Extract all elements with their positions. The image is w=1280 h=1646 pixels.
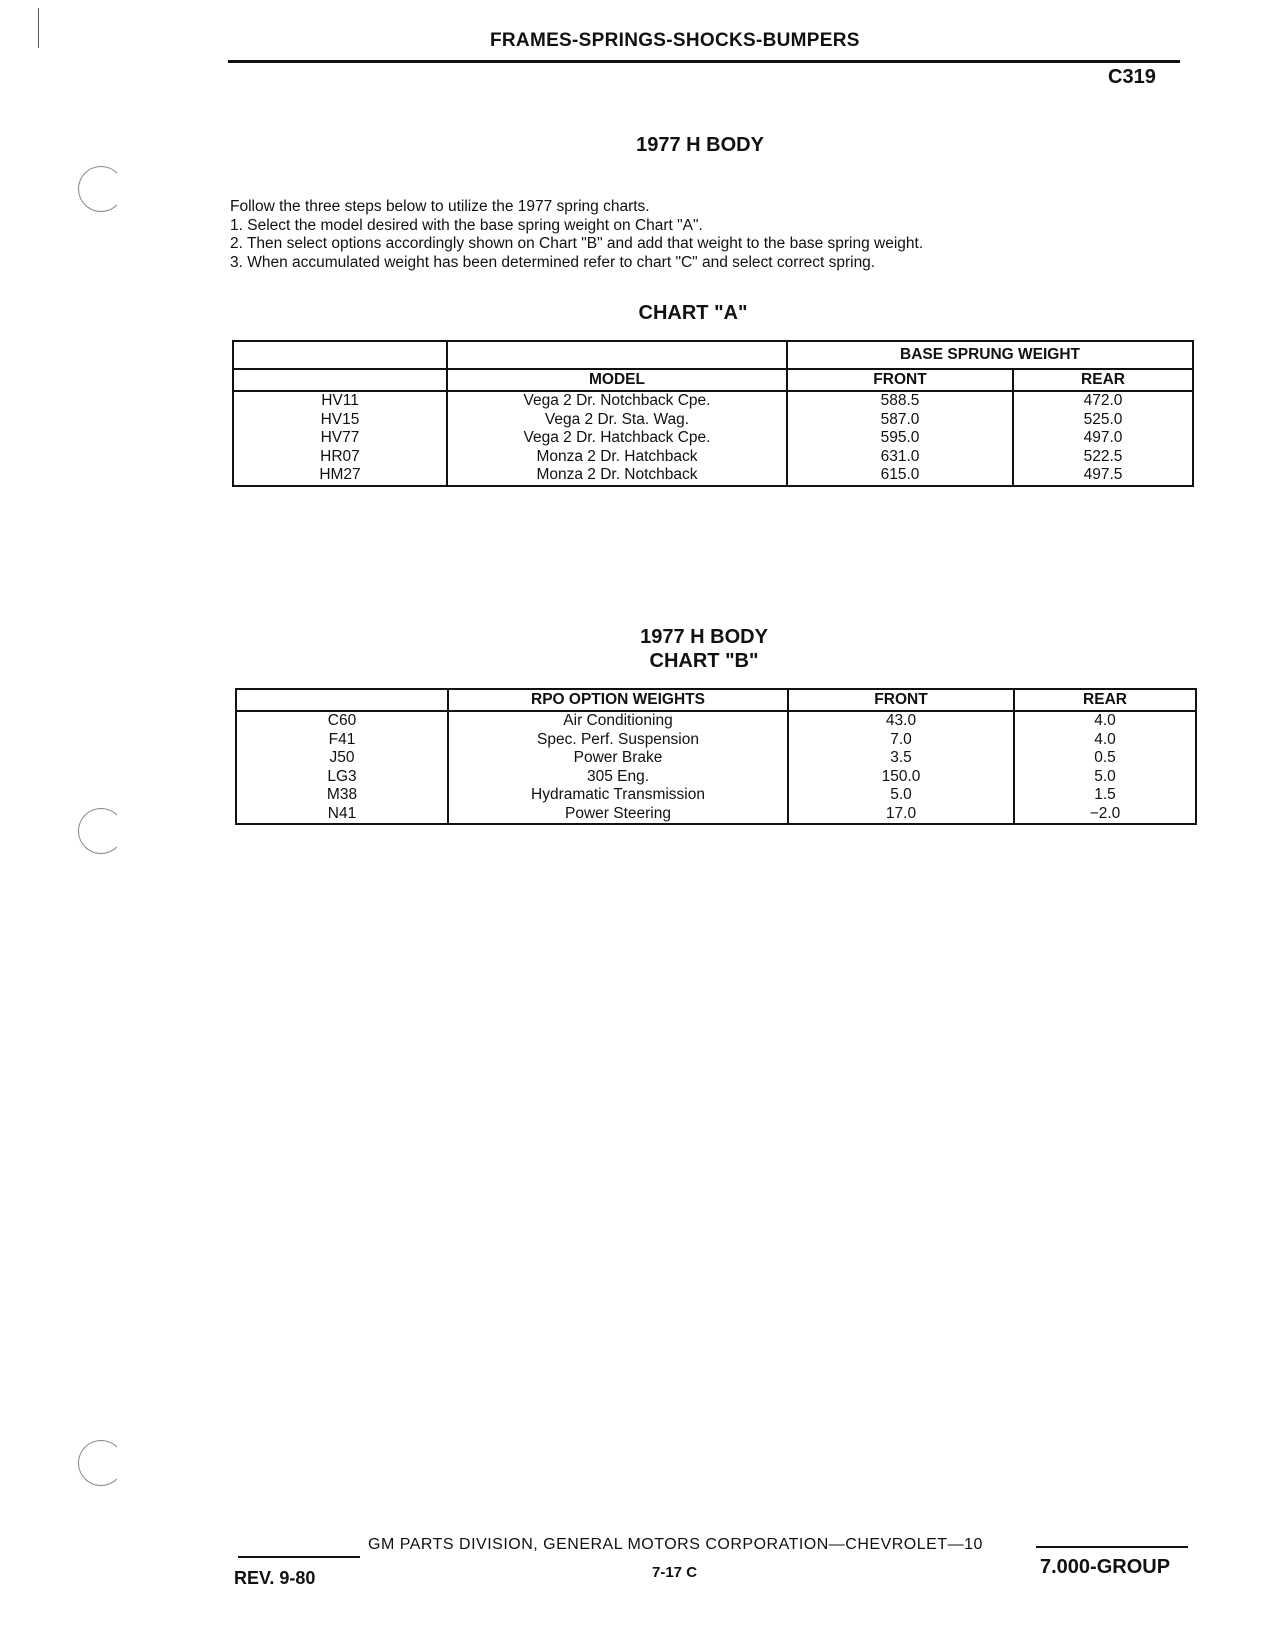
model-name: Monza 2 Dr. Hatchback: [447, 448, 787, 467]
footer-publisher-text: GM PARTS DIVISION, GENERAL MOTORS CORPORATION—CHEVROLET—10: [368, 1536, 983, 1553]
page-code: C319: [1108, 66, 1156, 88]
model-header: MODEL: [447, 369, 787, 391]
table-row: [233, 448, 1193, 467]
model-name: Vega 2 Dr. Sta. Wag.: [447, 411, 787, 430]
chart-b-table: [235, 688, 1197, 825]
model-name: Monza 2 Dr. Notchback: [447, 466, 787, 486]
code-header: [233, 369, 447, 391]
option-name: Power Steering: [448, 805, 788, 825]
rear-weight: 4.0: [1014, 711, 1196, 731]
page-number: 7-17 C: [652, 1564, 698, 1581]
rpo-code: M38: [236, 786, 448, 805]
model-name: Vega 2 Dr. Notchback Cpe.: [447, 391, 787, 411]
front-weight: 43.0: [788, 711, 1014, 731]
chart-a-title: CHART "A": [638, 302, 748, 324]
rpo-code: F41: [236, 731, 448, 750]
section-title-b: 1977 H BODY: [640, 626, 768, 648]
code-header-blank: [233, 341, 447, 369]
front-weight: 17.0: [788, 805, 1014, 825]
footer-rule-right: [1036, 1546, 1188, 1548]
page-header-title: FRAMES-SPRINGS-SHOCKS-BUMPERS: [490, 30, 860, 51]
table-row: [236, 731, 1196, 750]
front-weight: 5.0: [788, 786, 1014, 805]
chart-a-body: [233, 391, 1193, 486]
code-header: [236, 689, 448, 711]
rear-header: REAR: [1014, 689, 1196, 711]
chart-b-body: [236, 711, 1196, 824]
table-row: [233, 391, 1193, 411]
table-row: [236, 768, 1196, 787]
rear-header: REAR: [1013, 369, 1193, 391]
base-sprung-weight-header: BASE SPRUNG WEIGHT: [787, 341, 1193, 369]
table-row: [233, 429, 1193, 448]
table-row: [233, 411, 1193, 430]
front-weight: 595.0: [787, 429, 1013, 448]
model-header-blank: [447, 341, 787, 369]
front-weight: 587.0: [787, 411, 1013, 430]
rear-weight: 497.0: [1013, 429, 1193, 448]
section-title-a: 1977 H BODY: [636, 134, 764, 156]
table-row: [236, 805, 1196, 825]
group-number: 7.000-GROUP: [1040, 1556, 1171, 1578]
front-weight: 588.5: [787, 391, 1013, 411]
chart-b-title: CHART "B": [649, 650, 759, 672]
model-code: HV15: [233, 411, 447, 430]
model-name: Vega 2 Dr. Hatchback Cpe.: [447, 429, 787, 448]
rear-weight: 4.0: [1014, 731, 1196, 750]
rear-weight: 525.0: [1013, 411, 1193, 430]
footer-rule-left: [238, 1556, 360, 1558]
table-row: [236, 749, 1196, 768]
option-name: Air Conditioning: [448, 711, 788, 731]
model-code: HR07: [233, 448, 447, 467]
option-name: 305 Eng.: [448, 768, 788, 787]
instructions: [230, 198, 923, 272]
revision-label: REV. 9-80: [234, 1568, 316, 1588]
punch-hole-mark: [78, 166, 124, 212]
model-code: HV77: [233, 429, 447, 448]
model-code: HV11: [233, 391, 447, 411]
front-header: FRONT: [788, 689, 1014, 711]
rear-weight: 522.5: [1013, 448, 1193, 467]
scan-edge-mark: [38, 8, 39, 48]
instruction-step: 2. Then select options accordingly shown on Chart "B" and add that weight to the base spring weight.: [230, 235, 924, 252]
front-weight: 150.0: [788, 768, 1014, 787]
punch-hole-mark: [78, 1440, 124, 1486]
rpo-code: C60: [236, 711, 448, 731]
option-name: Spec. Perf. Suspension: [448, 731, 788, 750]
rear-weight: −2.0: [1014, 805, 1196, 825]
rpo-code: LG3: [236, 768, 448, 787]
front-weight: 7.0: [788, 731, 1014, 750]
rpo-option-weights-header: RPO OPTION WEIGHTS: [448, 689, 788, 711]
front-header: FRONT: [787, 369, 1013, 391]
rpo-code: N41: [236, 805, 448, 825]
table-row: [236, 786, 1196, 805]
rear-weight: 1.5: [1014, 786, 1196, 805]
table-row: [233, 466, 1193, 486]
instructions-intro: Follow the three steps below to utilize the 1977 spring charts.: [230, 198, 650, 215]
instruction-step: 3. When accumulated weight has been determined refer to chart "C" and select correct spring.: [230, 253, 876, 271]
front-weight: 631.0: [787, 448, 1013, 467]
rear-weight: 472.0: [1013, 391, 1193, 411]
punch-hole-mark: [78, 808, 124, 854]
model-code: HM27: [233, 466, 447, 486]
rpo-code: J50: [236, 749, 448, 768]
header-rule: [228, 60, 1180, 63]
rear-weight: 497.5: [1013, 466, 1193, 486]
front-weight: 615.0: [787, 466, 1013, 486]
rear-weight: 5.0: [1014, 768, 1196, 787]
front-weight: 3.5: [788, 749, 1014, 768]
option-name: Hydramatic Transmission: [448, 786, 788, 805]
rear-weight: 0.5: [1014, 749, 1196, 768]
option-name: Power Brake: [448, 749, 788, 768]
table-row: [236, 711, 1196, 731]
instruction-step: 1. Select the model desired with the base spring weight on Chart "A".: [230, 216, 703, 234]
chart-a-table: [232, 340, 1194, 487]
